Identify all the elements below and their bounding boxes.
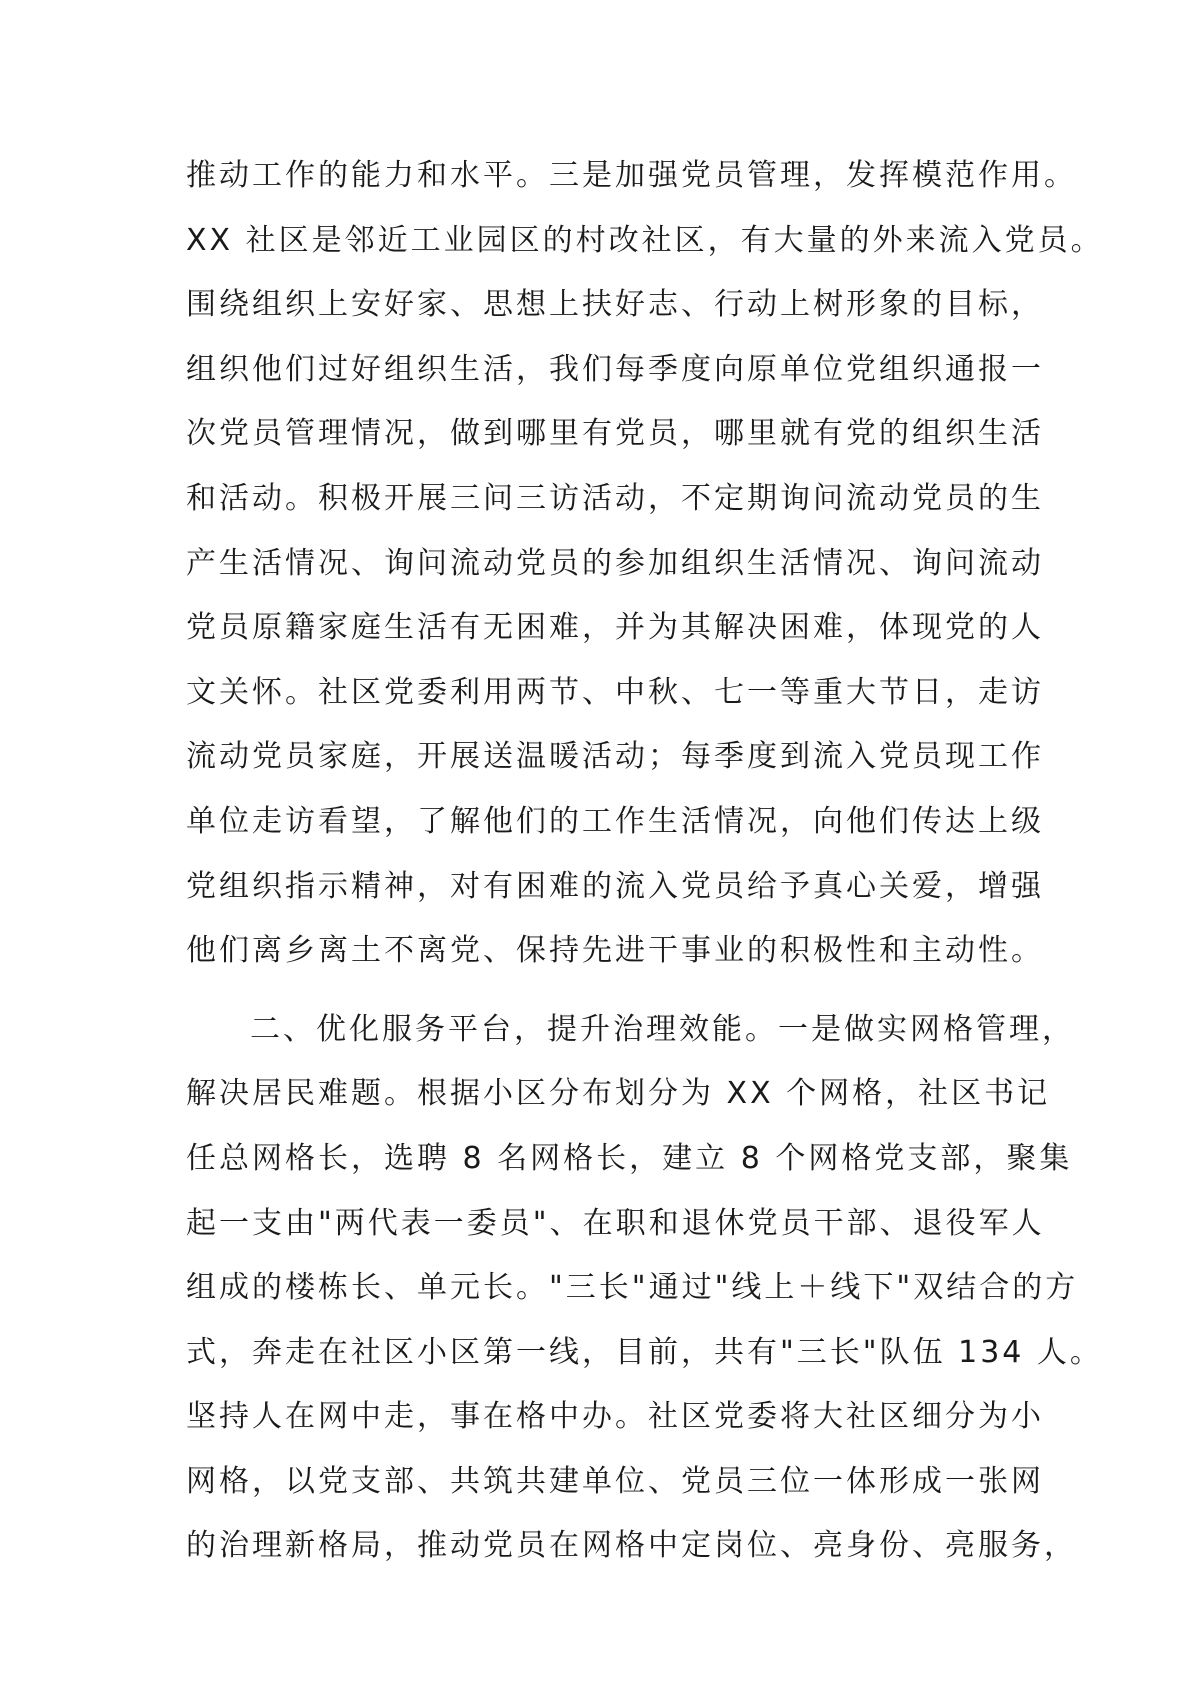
text-line: 组织他们过好组织生活，我们每季度向原单位党组织通报一 bbox=[186, 351, 1044, 387]
text-line: 党员原籍家庭生活有无困难，并为其解决困难，体现党的人 bbox=[186, 610, 1044, 646]
text-line: 组成的楼栋长、单元长。"三长"通过"线上＋线下"双结合的方 bbox=[186, 1270, 1079, 1306]
text-line: 推动工作的能力和水平。三是加强党员管理，发挥模范作用。 bbox=[186, 158, 1077, 193]
text-line: 和活动。积极开展三问三访活动，不定期询问流动党员的生 bbox=[186, 480, 1044, 516]
text-line: 文关怀。社区党委利用两节、中秋、七一等重大节日，走访 bbox=[186, 674, 1044, 710]
text-line: 式，奔走在社区小区第一线，目前，共有"三长"队伍 134 人。 bbox=[186, 1334, 1103, 1370]
body-text bbox=[186, 144, 1104, 1579]
text-line: 二、优化服务平台，提升治理效能。一是做实网格管理， bbox=[250, 1011, 1075, 1047]
text-line: 坚持人在网中走，事在格中办。社区党委将大社区细分为小 bbox=[186, 1399, 1044, 1435]
paragraph-1 bbox=[186, 144, 1104, 984]
text-line: 起一支由"两代表一委员"、在职和退休党员干部、退役军人 bbox=[186, 1205, 1045, 1241]
text-line: 的治理新格局，推动党员在网格中定岗位、亮身份、亮服务， bbox=[186, 1528, 1077, 1564]
text-line: 任总网格长，选聘 8 名网格长，建立 8 个网格党支部，聚集 bbox=[186, 1140, 1073, 1176]
text-line: 党组织指示精神，对有困难的流入党员给予真心关爱，增强 bbox=[186, 868, 1044, 904]
text-line: 解决居民难题。根据小区分布划分为 XX 个网格，社区书记 bbox=[186, 1076, 1051, 1112]
text-line: XX 社区是邻近工业园区的村改社区，有大量的外来流入党员。 bbox=[186, 222, 1104, 258]
text-line: 单位走访看望，了解他们的工作生活情况，向他们传达上级 bbox=[186, 803, 1044, 839]
text-line: 产生活情况、询问流动党员的参加组织生活情况、询问流动 bbox=[186, 545, 1044, 581]
paragraph-2 bbox=[186, 998, 1103, 1579]
text-line: 网格，以党支部、共筑共建单位、党员三位一体形成一张网 bbox=[186, 1463, 1044, 1499]
text-line: 围绕组织上安好家、思想上扶好志、行动上树形象的目标， bbox=[186, 287, 1044, 323]
paragraph-spacer bbox=[186, 984, 1026, 998]
text-line: 流动党员家庭，开展送温暖活动；每季度到流入党员现工作 bbox=[186, 739, 1044, 775]
text-line: 次党员管理情况，做到哪里有党员，哪里就有党的组织生活 bbox=[186, 416, 1044, 452]
text-line: 他们离乡离土不离党、保持先进干事业的积极性和主动性。 bbox=[186, 933, 1044, 969]
